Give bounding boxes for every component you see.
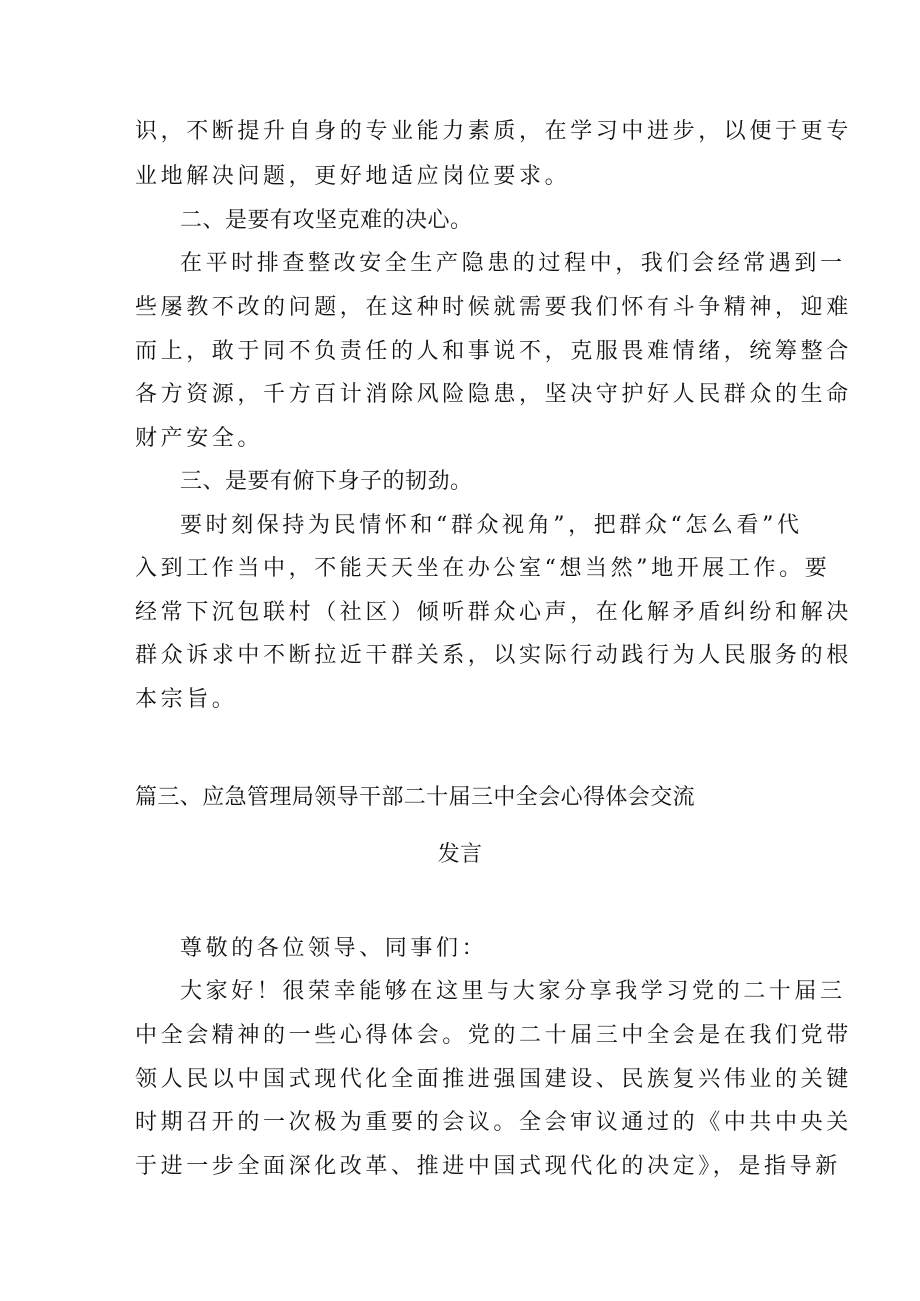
paragraph-line: 各方资源，千方百计消除风险隐患，坚决守护好人民群众的生命	[135, 382, 852, 407]
section-heading: 三、是要有俯下身子的韧劲。	[180, 469, 473, 494]
paragraph-line: 大家好！很荣幸能够在这里与大家分享我学习党的二十届三	[180, 979, 846, 1004]
paragraph-line: 要时刻保持为民情怀和“群众视角”，把群众“怎么看”代	[180, 513, 803, 538]
paragraph-line: 经常下沉包联村（社区）倾听群众心声，在化解矛盾纠纷和解决	[135, 600, 852, 625]
paragraph-line: 中全会精神的一些心得体会。党的二十届三中全会是在我们党带	[135, 1023, 852, 1048]
paragraph-line: 时期召开的一次极为重要的会议。全会审议通过的《中共中央关	[135, 1110, 852, 1135]
section-heading: 二、是要有攻坚克难的决心。	[180, 208, 473, 233]
paragraph-line: 群众诉求中不断拉近干群关系，以实际行动践行为人民服务的根	[135, 643, 852, 668]
paragraph-line: 本宗旨。	[135, 687, 238, 712]
paragraph-line: 在平时排查整改安全生产隐患的过程中，我们会经常遇到一	[180, 251, 846, 276]
paragraph-line: 于进一步全面深化改革、推进中国式现代化的决定》，是指导新	[135, 1154, 841, 1179]
paragraph-line: 领人民以中国式现代化全面推进强国建设、民族复兴伟业的关键	[135, 1067, 852, 1092]
salutation: 尊敬的各位领导、同事们：	[180, 936, 488, 961]
article-title: 篇三、应急管理局领导干部二十届三中全会心得体会交流	[135, 785, 696, 810]
paragraph-line: 些屡教不改的问题，在这种时候就需要我们怀有斗争精神，迎难	[135, 295, 852, 320]
paragraph-line: 识，不断提升自身的专业能力素质，在学习中进步，以便于更专	[135, 119, 852, 144]
paragraph-line: 业地解决问题，更好地适应岗位要求。	[135, 164, 571, 189]
article-title-continuation: 发言	[437, 842, 483, 867]
paragraph-line: 入到工作当中，不能天天坐在办公室“想当然”地开展工作。要	[135, 556, 831, 581]
paragraph-line: 财产安全。	[135, 426, 264, 451]
paragraph-line: 而上，敢于同不负责任的人和事说不，克服畏难情绪，统筹整合	[135, 339, 852, 364]
